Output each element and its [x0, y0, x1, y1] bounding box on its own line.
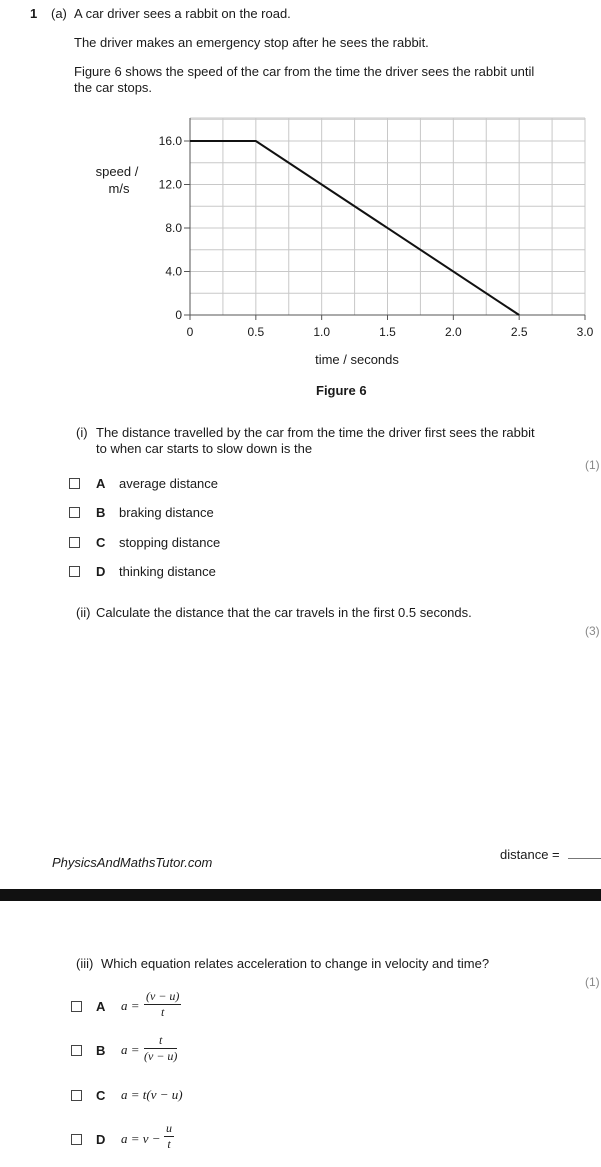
checkbox-c[interactable] — [71, 1090, 82, 1101]
distance-answer-line[interactable] — [568, 858, 601, 859]
question-line-3b: the car stops. — [74, 80, 153, 95]
speed-time-graph — [0, 100, 601, 370]
checkbox-d[interactable] — [71, 1134, 82, 1145]
part-ii-text: Calculate the distance that the car travels in the first 0.5 seconds. — [96, 605, 472, 620]
part-iii-text: Which equation relates acceleration to change in velocity and time? — [101, 956, 490, 971]
page-divider — [0, 889, 601, 901]
x-axis-label: time / seconds — [315, 352, 399, 367]
checkbox-c[interactable] — [69, 537, 80, 548]
y-tick-label: 4.0 — [165, 264, 182, 279]
option-letter: B — [96, 505, 106, 520]
checkbox-d[interactable] — [69, 566, 80, 577]
x-tick-label: 0.5 — [247, 325, 265, 339]
equation-lhs: a = v − — [121, 1131, 161, 1146]
chart-grid — [190, 118, 585, 315]
distance-answer-label: distance = — [500, 847, 560, 862]
fraction-numerator: t — [144, 1033, 177, 1049]
y-axis-label-line1: speed / — [95, 164, 139, 179]
x-tick-label: 2.5 — [510, 325, 528, 339]
part-ii-marks: (3) — [585, 624, 600, 638]
x-tick-label: 1.0 — [313, 325, 331, 339]
equation-fraction — [164, 1121, 174, 1152]
option-text: thinking distance — [119, 564, 216, 579]
y-tick-label: 12.0 — [158, 177, 182, 192]
chart-axes — [185, 118, 585, 320]
option-text: stopping distance — [119, 535, 221, 550]
option-letter: D — [96, 1132, 106, 1147]
x-tick-label: 3.0 — [576, 325, 594, 339]
x-tick-label: 0 — [186, 325, 194, 339]
question-number: 1 — [30, 6, 38, 21]
checkbox-b[interactable] — [71, 1045, 82, 1056]
fraction-denominator: t — [161, 1005, 165, 1019]
y-axis-label-line2: m/s — [108, 181, 130, 196]
option-letter: C — [96, 1088, 106, 1103]
part-iii-marks: (1) — [585, 975, 600, 989]
part-i-marks: (1) — [585, 458, 600, 472]
fraction-numerator: u — [166, 1121, 172, 1135]
checkbox-a[interactable] — [71, 1001, 82, 1012]
question-line-2: The driver makes an emergency stop after he sees the rabbit. — [74, 35, 429, 50]
option-text: braking distance — [119, 505, 214, 520]
equation-fraction — [144, 1033, 177, 1064]
y-tick-label: 16.0 — [158, 134, 182, 148]
chart-ticks — [159, 134, 594, 339]
part-iii-label: (iii) — [76, 956, 94, 971]
equation-fraction — [144, 989, 181, 1020]
question-line-3a: Figure 6 shows the speed of the car from the time the driver sees the rabbit until — [74, 64, 535, 79]
checkbox-a[interactable] — [69, 478, 80, 489]
part-i-label: (i) — [76, 425, 88, 440]
question-intro: A car driver sees a rabbit on the road. — [74, 6, 291, 21]
option-letter: C — [96, 535, 106, 550]
part-i-text-b: to when car starts to slow down is the — [96, 441, 313, 456]
option-letter: A — [96, 999, 106, 1014]
fraction-denominator: t — [167, 1137, 171, 1151]
question-part: (a) — [51, 6, 67, 21]
checkbox-b[interactable] — [69, 507, 80, 518]
y-tick-label: 0 — [175, 308, 182, 322]
option-letter: D — [96, 564, 106, 579]
watermark: PhysicsAndMathsTutor.com — [52, 855, 213, 870]
x-tick-label: 1.5 — [379, 325, 396, 339]
fraction-denominator: (v − u) — [144, 1049, 178, 1063]
equation-lhs: a = — [121, 1042, 140, 1057]
y-tick-label: 8.0 — [165, 221, 182, 235]
option-letter: A — [96, 476, 106, 491]
figure-caption: Figure 6 — [316, 383, 367, 398]
part-ii-label: (ii) — [76, 605, 91, 620]
equation-lhs: a = — [121, 998, 140, 1013]
option-letter: B — [96, 1043, 106, 1058]
option-text: average distance — [119, 476, 219, 491]
fraction-numerator: (v − u) — [146, 989, 180, 1003]
equation-text: a = t(v − u) — [121, 1087, 183, 1102]
x-tick-label: 2.0 — [444, 325, 462, 339]
part-i-text-a: The distance travelled by the car from the time the driver first sees the rabbit — [96, 425, 535, 440]
